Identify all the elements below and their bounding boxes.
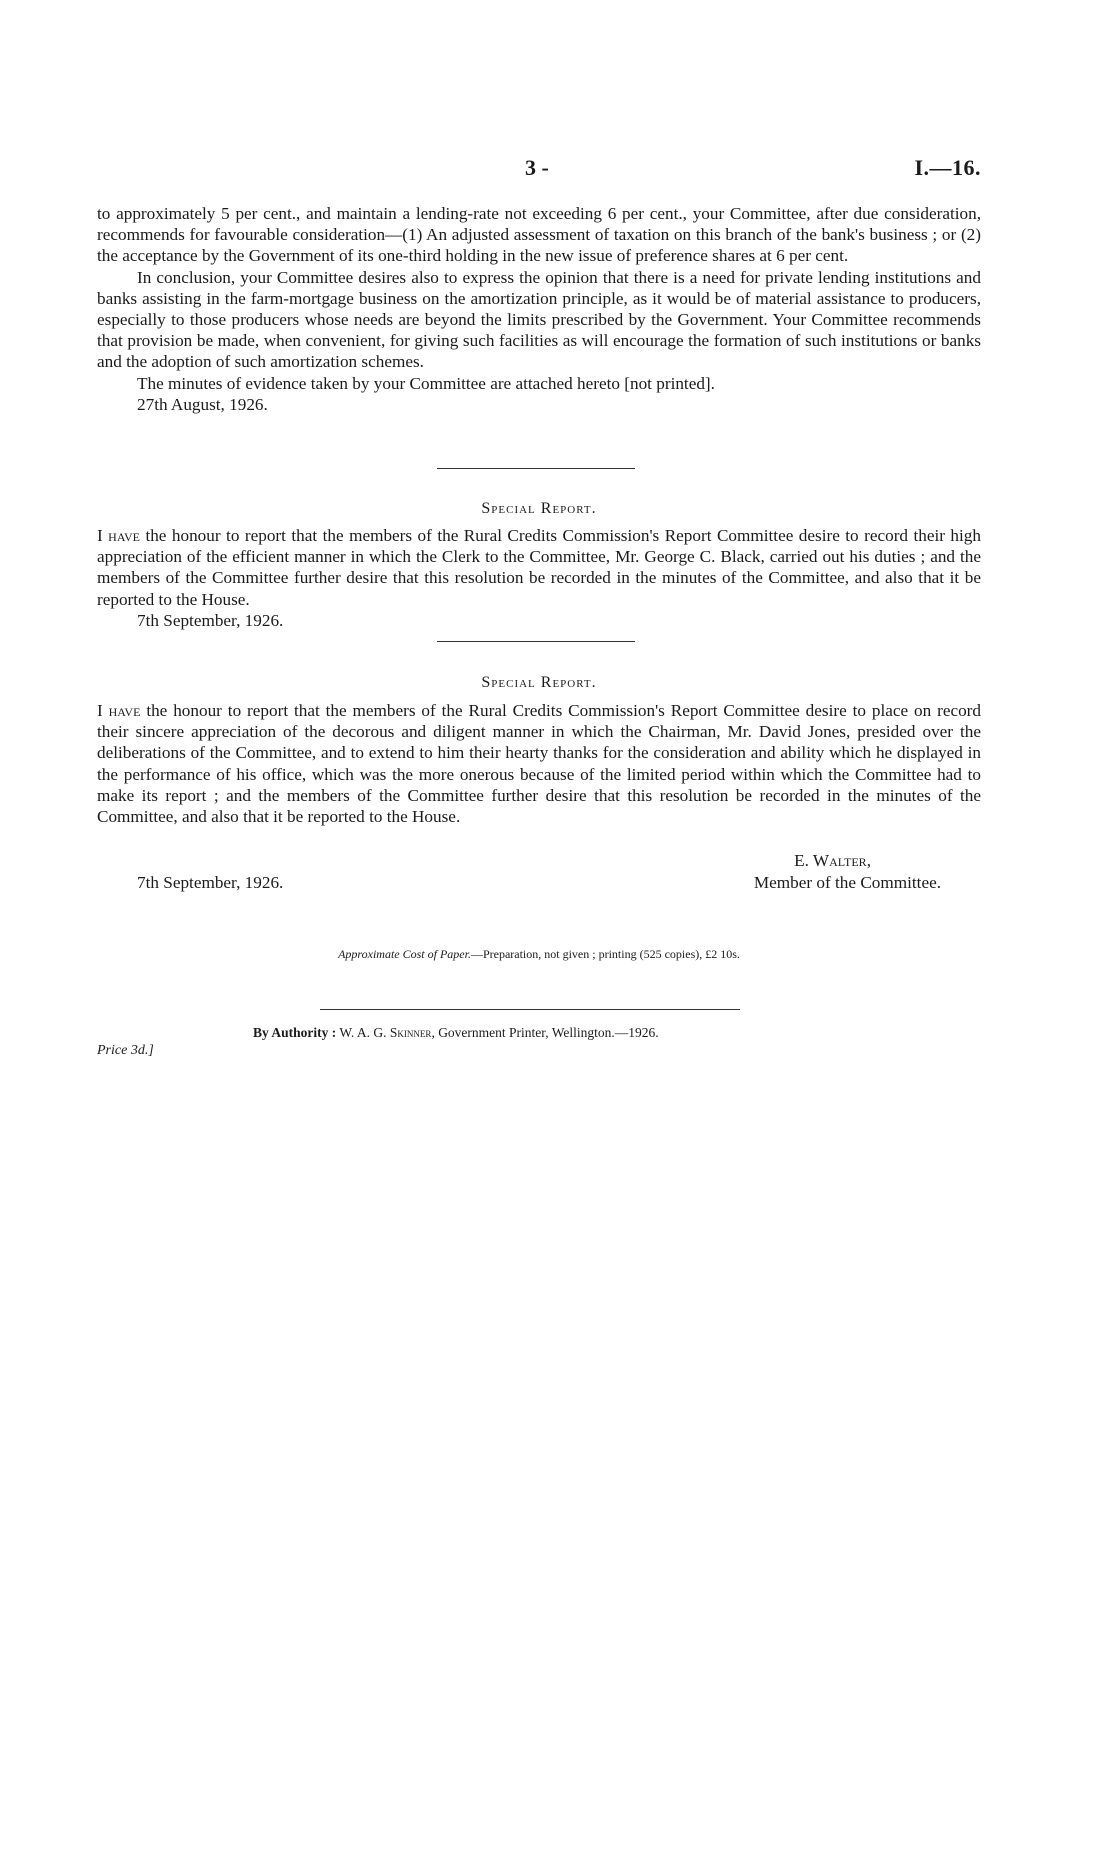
opening-words: I have: [97, 701, 141, 720]
cost-label: Approximate Cost of Paper.: [338, 947, 471, 961]
special-report-heading: Special Report.: [481, 674, 597, 691]
signatory-role: Member of the Committee.: [753, 873, 941, 892]
price: Price 3d.]: [97, 1043, 154, 1058]
section-divider: [437, 468, 635, 469]
page-number: 3 -: [525, 155, 549, 180]
section-divider: [437, 641, 635, 642]
special-report-1-content: the honour to report that the members of the Rural Credits Commission's Report Committee desire to record their high appreciation of the efficient manner in which the Clerk to the Committee, Mr. George C. Black, carried out his duties ; and the members of the Committee further desire that this resolution be recorded in the minutes of the Committee, and also that it be reported to the House.: [97, 526, 981, 609]
authority-label: By Authority :: [253, 1025, 337, 1040]
printer-details: , Government Printer, Wellington.—1926.: [431, 1025, 659, 1040]
special-report-1-body: [97, 525, 981, 631]
paragraph-minutes: The minutes of evidence taken by your Committee are attached hereto [not printed].: [137, 373, 715, 393]
special-report-2-date: 7th September, 1926.: [137, 873, 284, 892]
cost-text: —Preparation, not given ; printing (525 copies), £2 10s.: [470, 947, 740, 961]
special-report-heading: Special Report.: [481, 500, 597, 517]
printer-initials: W. A. G.: [339, 1025, 387, 1040]
report-date: 27th August, 1926.: [137, 394, 268, 414]
opening-words: I have: [97, 526, 140, 545]
special-report-1-date: 7th September, 1926.: [137, 610, 284, 630]
printer-surname: Skinner: [389, 1025, 432, 1040]
report-body: [97, 203, 981, 415]
page-header: [97, 155, 981, 185]
special-report-2-body: [97, 700, 981, 827]
paragraph-continuation: to approximately 5 per cent., and maintain a lending-rate not exceeding 6 per cent., your Committee, after due consideration, recommends for favourable consideration—(1) An adjusted assessment of taxation on this branch of the bank's business ; or (2) the acceptance by the Government of its one-third holding in the new issue of preference shares at 6 per cent.: [97, 204, 981, 266]
special-report-1-text: [97, 525, 981, 610]
printer-authority: [253, 1025, 659, 1041]
paragraph-conclusion: In conclusion, your Committee desires also to express the opinion that there is a need for private lending institutions and banks assisting in the farm-mortgage business on the amortization principle, as it would be of material assistance to producers, especially to those producers whose needs are beyond the limits prescribed by the Government. Your Committee recommends that provision be made, when convenient, for giving such facilities as will encourage the formation of such institutions or banks and the adoption of such amortization schemes.: [97, 267, 981, 372]
special-report-2-content: the honour to report that the members of the Rural Credits Commission's Report Committee desire to place on record their sincere appreciation of the decorous and diligent manner in which the Chairman, Mr. David Jones, presided over the deliberations of the Committee, and to extend to him their hearty thanks for the consideration and ability which he displayed in the performance of his office, which was the more onerous because of the limited period within which the Committee had to make its report ; and the members of the Committee further desire that this resolution be recorded in the minutes of the Committee, and also that it be reported to the House.: [97, 701, 981, 827]
signatory-name: E. Walter,: [794, 851, 871, 870]
special-report-2-text: [97, 700, 981, 827]
footer-rule: [320, 1009, 740, 1010]
cost-of-paper-note: [97, 947, 981, 962]
document-reference: I.—16.: [914, 155, 981, 180]
